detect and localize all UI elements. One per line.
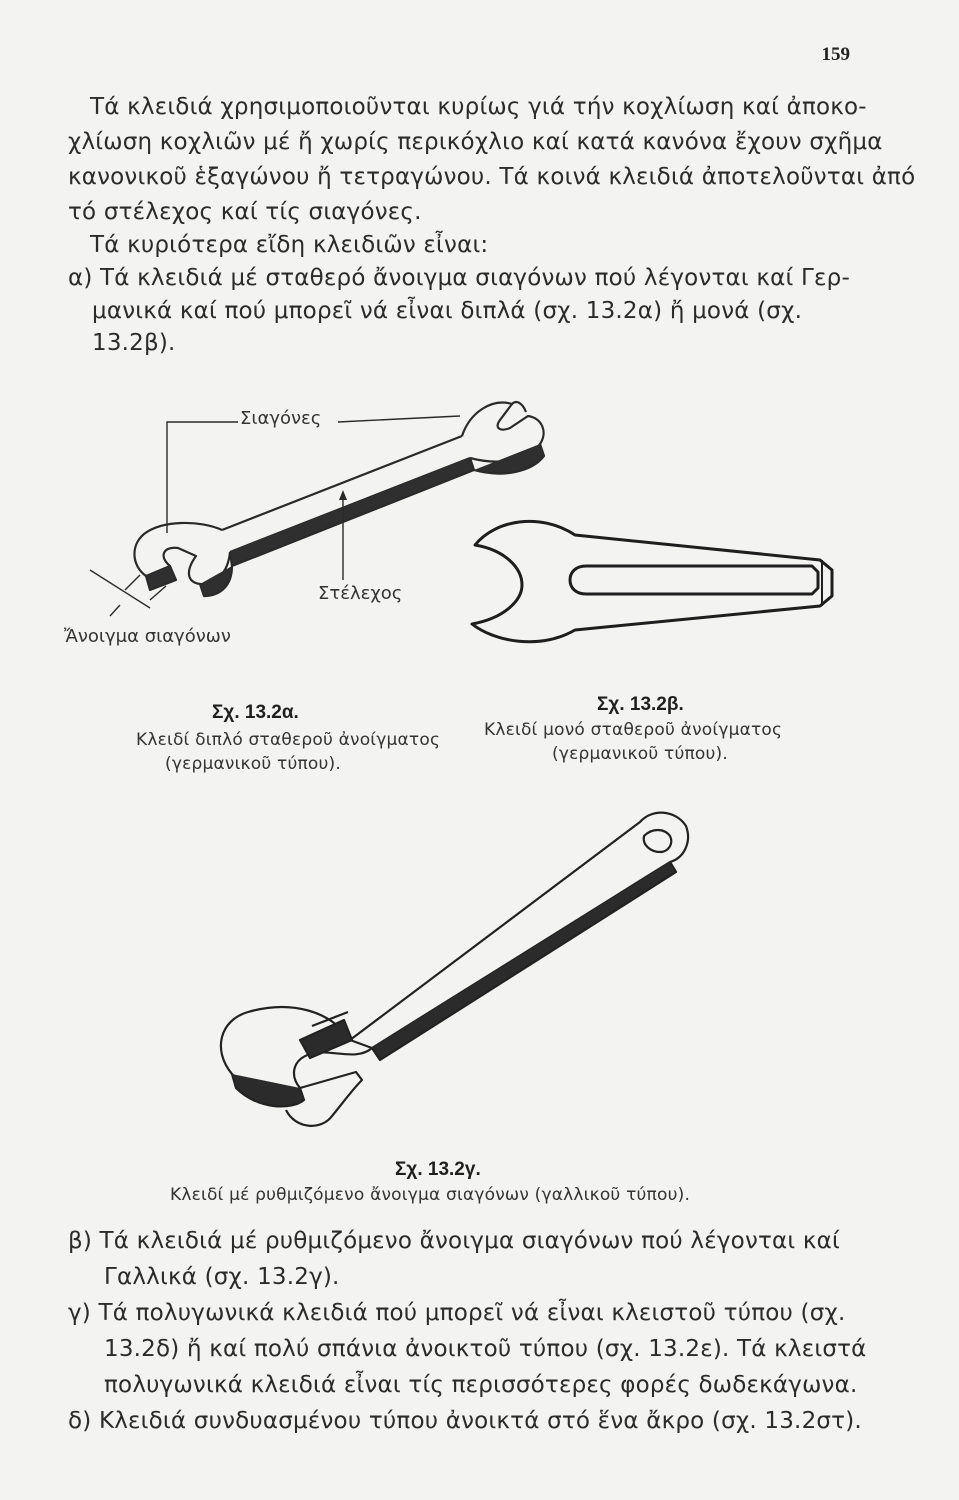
caption-number-c: Σχ. 13.2γ. (395, 1159, 481, 1180)
label-jaws: Σιαγόνες (240, 408, 322, 429)
intro-line: κανονικοῦ ἑξαγώνου ἤ τετραγώνου. Τά κοινά κλειδιά ἀποτελοῦνται ἀπό (68, 164, 916, 190)
list-line: Γαλλικά (σχ. 13.2γ). (104, 1264, 340, 1290)
list-line: γ) Τά πολυγωνικά κλειδιά πού μπορεῖ νά εἶναι κλειστοῦ τύπου (σχ. (68, 1300, 846, 1326)
list-line: 13.2δ) ἤ καί πολύ σπάνια ἀνοικτοῦ τύπου (σχ. 13.2ε). Τά κλειστά (104, 1336, 867, 1362)
list-line: δ) Κλειδιά συνδυασμένου τύπου ἀνοικτά στό ἕνα ἄκρο (σχ. 13.2στ). (68, 1408, 862, 1434)
list-line: β) Τά κλειδιά μέ ρυθμιζόμενο ἄνοιγμα σιαγόνων πού λέγονται καί (68, 1228, 841, 1254)
intro-line: Τά κυριότερα εἴδη κλειδιῶν εἶναι: (90, 232, 489, 258)
caption-number-a: Σχ. 13.2α. (212, 702, 299, 723)
label-shank: Στέλεχος (318, 583, 403, 604)
single-open-end-wrench-drawing (472, 521, 832, 641)
intro-line: α) Τά κλειδιά μέ σταθερό ἄνοιγμα σιαγόνων πού λέγονται καί Γερ- (68, 265, 850, 291)
page-number: 159 (821, 44, 850, 65)
intro-line: Τά κλειδιά χρησιμοποιοῦνται κυρίως γιά τήν κοχλίωση καί ἀποκο- (90, 94, 867, 120)
double-open-end-wrench-drawing (90, 402, 544, 616)
caption-text-b-line2: (γερμανικοῦ τύπου). (552, 744, 728, 764)
caption-number-b: Σχ. 13.2β. (597, 694, 684, 715)
caption-text-a-line1: Κλειδί διπλό σταθεροῦ ἀνοίγματος (136, 730, 441, 750)
label-jaw-opening: Ἄνοιγμα σιαγόνων (64, 626, 231, 647)
list-line: πολυγωνικά κλειδιά εἶναι τίς περισσότερες φορές δωδεκάγωνα. (104, 1372, 858, 1398)
intro-line: μανικά καί πού μπορεῖ νά εἶναι διπλά (σχ. 13.2α) ἤ μονά (σχ. (92, 298, 803, 324)
caption-text-a-line2: (γερμανικοῦ τύπου). (165, 754, 341, 774)
intro-line: χλίωση κοχλιῶν μέ ἤ χωρίς περικόχλιο καί κατά κανόνα ἔχουν σχῆμα (68, 129, 883, 155)
intro-line: τό στέλεχος καί τίς σιαγόνες. (68, 199, 422, 225)
caption-text-b-line1: Κλειδί μονό σταθεροῦ ἀνοίγματος (484, 720, 783, 740)
adjustable-wrench-drawing (221, 813, 688, 1126)
intro-line: 13.2β). (92, 330, 176, 356)
caption-text-c: Κλειδί μέ ρυθμιζόμενο ἄνοιγμα σιαγόνων (γαλλικοῦ τύπου). (170, 1185, 691, 1205)
